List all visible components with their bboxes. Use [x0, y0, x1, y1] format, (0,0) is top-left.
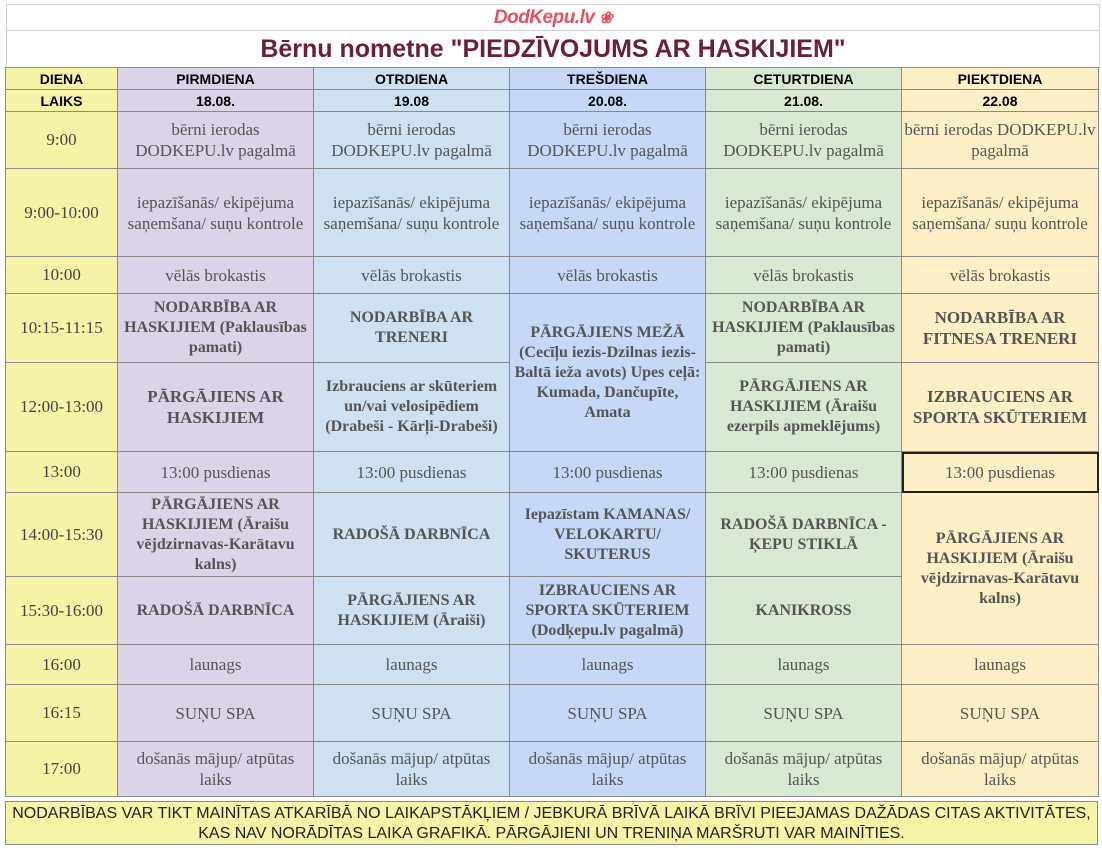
cell-fri-activity: IZBRAUCIENS AR SPORTA SKŪTERIEM: [902, 363, 1099, 452]
cell-tue-activity: RADOŠĀ DARBNĪCA: [314, 493, 510, 577]
header-day-wed: TREŠDIENA: [510, 68, 706, 90]
cell-fri-lunch[interactable]: 13:00 pusdienas: [902, 452, 1099, 493]
time-cell: 13:00: [6, 452, 118, 493]
time-cell: 14:00-15:30: [6, 493, 118, 577]
cell-wed-hike: PĀRGĀJIENS MEŽĀ (Cecīļu iezis-Dzilnas iezis- Baltā ieža avots) Upes ceļā: Kumada, Dančupīte, Amata: [510, 294, 706, 452]
header-date-thu: 21.08.: [706, 90, 902, 112]
cell-mon-activity: NODARBĪBA AR HASKIJIEM (Paklausības pamati): [118, 294, 314, 363]
cell-fri-home: došanās mājup/ atpūtas laiks: [902, 742, 1099, 797]
cell-tue-home: došanās mājup/ atpūtas laiks: [314, 742, 510, 797]
header-row-dates: [6, 90, 1099, 112]
header-day-mon: PIRMDIENA: [118, 68, 314, 90]
cell-tue-spa: SUŅU SPA: [314, 685, 510, 742]
cell-wed-activity: Iepazīstam KAMANAS/ VELOKARTU/ SKUTERUS: [510, 493, 706, 577]
cell-thu-activity: PĀRGĀJIENS AR HASKIJIEM (Āraišu ezerpils apmeklējums): [706, 363, 902, 452]
row-0900-1000: [6, 169, 1099, 257]
cell-mon-intro: iepazīšanās/ ekipējuma saņemšana/ suņu kontrole: [118, 169, 314, 257]
cell-mon-home: došanās mājup/ atpūtas laiks: [118, 742, 314, 797]
cell-thu-activity: RADOŠĀ DARBNĪCA - ĶEPU STIKLĀ: [706, 493, 902, 577]
row-1615: [6, 685, 1099, 742]
header-date-mon: 18.08.: [118, 90, 314, 112]
row-1700: [6, 742, 1099, 797]
header-laiks: LAIKS: [6, 90, 118, 112]
cell-thu-arrive: bērni ierodas DODKEPU.lv pagalmā: [706, 112, 902, 169]
time-cell: 17:00: [6, 742, 118, 797]
header-date-tue: 19.08: [314, 90, 510, 112]
header-day-fri: PIEKTDIENA: [902, 68, 1099, 90]
cell-mon-breakfast: vēlās brokastis: [118, 257, 314, 294]
footer-note: NODARBĪBAS VAR TIKT MAINĪTAS ATKARĪBĀ NO LAIKAPSTĀKĻIEM / JEBKURĀ BRĪVĀ LAIKĀ BRĪVI PIEEJAMAS DAŽĀDAS CITAS AKTIVITĀTES, KAS NAV NORĀDĪTAS LAIKA GRAFIKĀ. PĀRGĀJIENI UN TRENIŅA MARŠRUTI VAR MAINĪTIES.: [5, 801, 1098, 845]
cell-thu-activity: NODARBĪBA AR HASKIJIEM (Paklausības pamati): [706, 294, 902, 363]
header-diena: DIENA: [6, 68, 118, 90]
header-date-fri: 22.08: [902, 90, 1099, 112]
cell-mon-activity: PĀRGĀJIENS AR HASKIJIEM: [118, 363, 314, 452]
time-cell: 12:00-13:00: [6, 363, 118, 452]
cell-tue-arrive: bērni ierodas DODKEPU.lv pagalmā: [314, 112, 510, 169]
time-cell: 10:00: [6, 257, 118, 294]
cell-fri-snack: launags: [902, 645, 1099, 685]
header-row-days: [6, 68, 1099, 90]
row-1000: [6, 257, 1099, 294]
row-1400-1530: [6, 493, 1099, 577]
cell-wed-spa: SUŅU SPA: [510, 685, 706, 742]
cell-fri-arrive: bērni ierodas DODKEPU.lv pagalmā: [902, 112, 1099, 169]
cell-fri-breakfast: vēlās brokastis: [902, 257, 1099, 294]
cell-tue-activity: Izbrauciens ar skūteriem un/vai velosipēdiem (Drabeši - Kārļi-Drabeši): [314, 363, 510, 452]
cell-wed-activity: IZBRAUCIENS AR SPORTA SKŪTERIEM (Dodķepu.lv pagalmā): [510, 577, 706, 645]
row-1300: [6, 452, 1099, 493]
cell-mon-activity: RADOŠĀ DARBNĪCA: [118, 577, 314, 645]
cell-wed-breakfast: vēlās brokastis: [510, 257, 706, 294]
cell-tue-activity: PĀRGĀJIENS AR HASKIJIEM (Āraiši): [314, 577, 510, 645]
row-0900: [6, 112, 1099, 169]
time-cell: 15:30-16:00: [6, 577, 118, 645]
header-day-tue: OTRDIENA: [314, 68, 510, 90]
header-date-wed: 20.08.: [510, 90, 706, 112]
cell-tue-lunch: 13:00 pusdienas: [314, 452, 510, 493]
row-1015-1115: [6, 294, 1099, 363]
cell-wed-intro: iepazīšanās/ ekipējuma saņemšana/ suņu kontrole: [510, 169, 706, 257]
cell-tue-snack: launags: [314, 645, 510, 685]
cell-wed-lunch: 13:00 pusdienas: [510, 452, 706, 493]
cell-thu-snack: launags: [706, 645, 902, 685]
logo-row: [6, 4, 1100, 31]
time-cell: 9:00-10:00: [6, 169, 118, 257]
cell-wed-arrive: bērni ierodas DODKEPU.lv pagalmā: [510, 112, 706, 169]
cell-fri-activity: NODARBĪBA AR FITNESA TRENERI: [902, 294, 1099, 363]
cell-wed-snack: launags: [510, 645, 706, 685]
time-cell: 16:15: [6, 685, 118, 742]
cell-thu-spa: SUŅU SPA: [706, 685, 902, 742]
cell-mon-arrive: bērni ierodas DODKEPU.lv pagalmā: [118, 112, 314, 169]
cell-thu-breakfast: vēlās brokastis: [706, 257, 902, 294]
cell-mon-activity: PĀRGĀJIENS AR HASKIJIEM (Āraišu vējdzirnavas-Karātavu kalns): [118, 493, 314, 577]
cell-thu-lunch: 13:00 pusdienas: [706, 452, 902, 493]
cell-thu-activity: KANIKROSS: [706, 577, 902, 645]
cell-mon-lunch: 13:00 pusdienas: [118, 452, 314, 493]
cell-tue-activity: NODARBĪBA AR TRENERI: [314, 294, 510, 363]
cell-tue-intro: iepazīšanās/ ekipējuma saņemšana/ suņu kontrole: [314, 169, 510, 257]
header-day-thu: CETURTDIENA: [706, 68, 902, 90]
cell-tue-breakfast: vēlās brokastis: [314, 257, 510, 294]
brand-logo: DodKepu.lv ❀: [493, 7, 613, 28]
cell-fri-hike: PĀRGĀJIENS AR HASKIJIEM (Āraišu vējdzirnavas-Karātavu kalns): [902, 493, 1099, 645]
cell-mon-snack: launags: [118, 645, 314, 685]
cell-mon-spa: SUŅU SPA: [118, 685, 314, 742]
time-cell: 16:00: [6, 645, 118, 685]
time-cell: 9:00: [6, 112, 118, 169]
cell-fri-intro: iepazīšanās/ ekipējuma saņemšana/ suņu kontrole: [902, 169, 1099, 257]
page-title: Bērnu nometne "PIEDZĪVOJUMS AR HASKIJIEM": [6, 30, 1100, 68]
schedule-table: [5, 67, 1099, 797]
cell-fri-spa: SUŅU SPA: [902, 685, 1099, 742]
time-cell: 10:15-11:15: [6, 294, 118, 363]
cell-thu-home: došanās mājup/ atpūtas laiks: [706, 742, 902, 797]
cell-thu-intro: iepazīšanās/ ekipējuma saņemšana/ suņu kontrole: [706, 169, 902, 257]
paw-icon: ❀: [599, 10, 613, 27]
cell-wed-home: došanās mājup/ atpūtas laiks: [510, 742, 706, 797]
row-1600: [6, 645, 1099, 685]
